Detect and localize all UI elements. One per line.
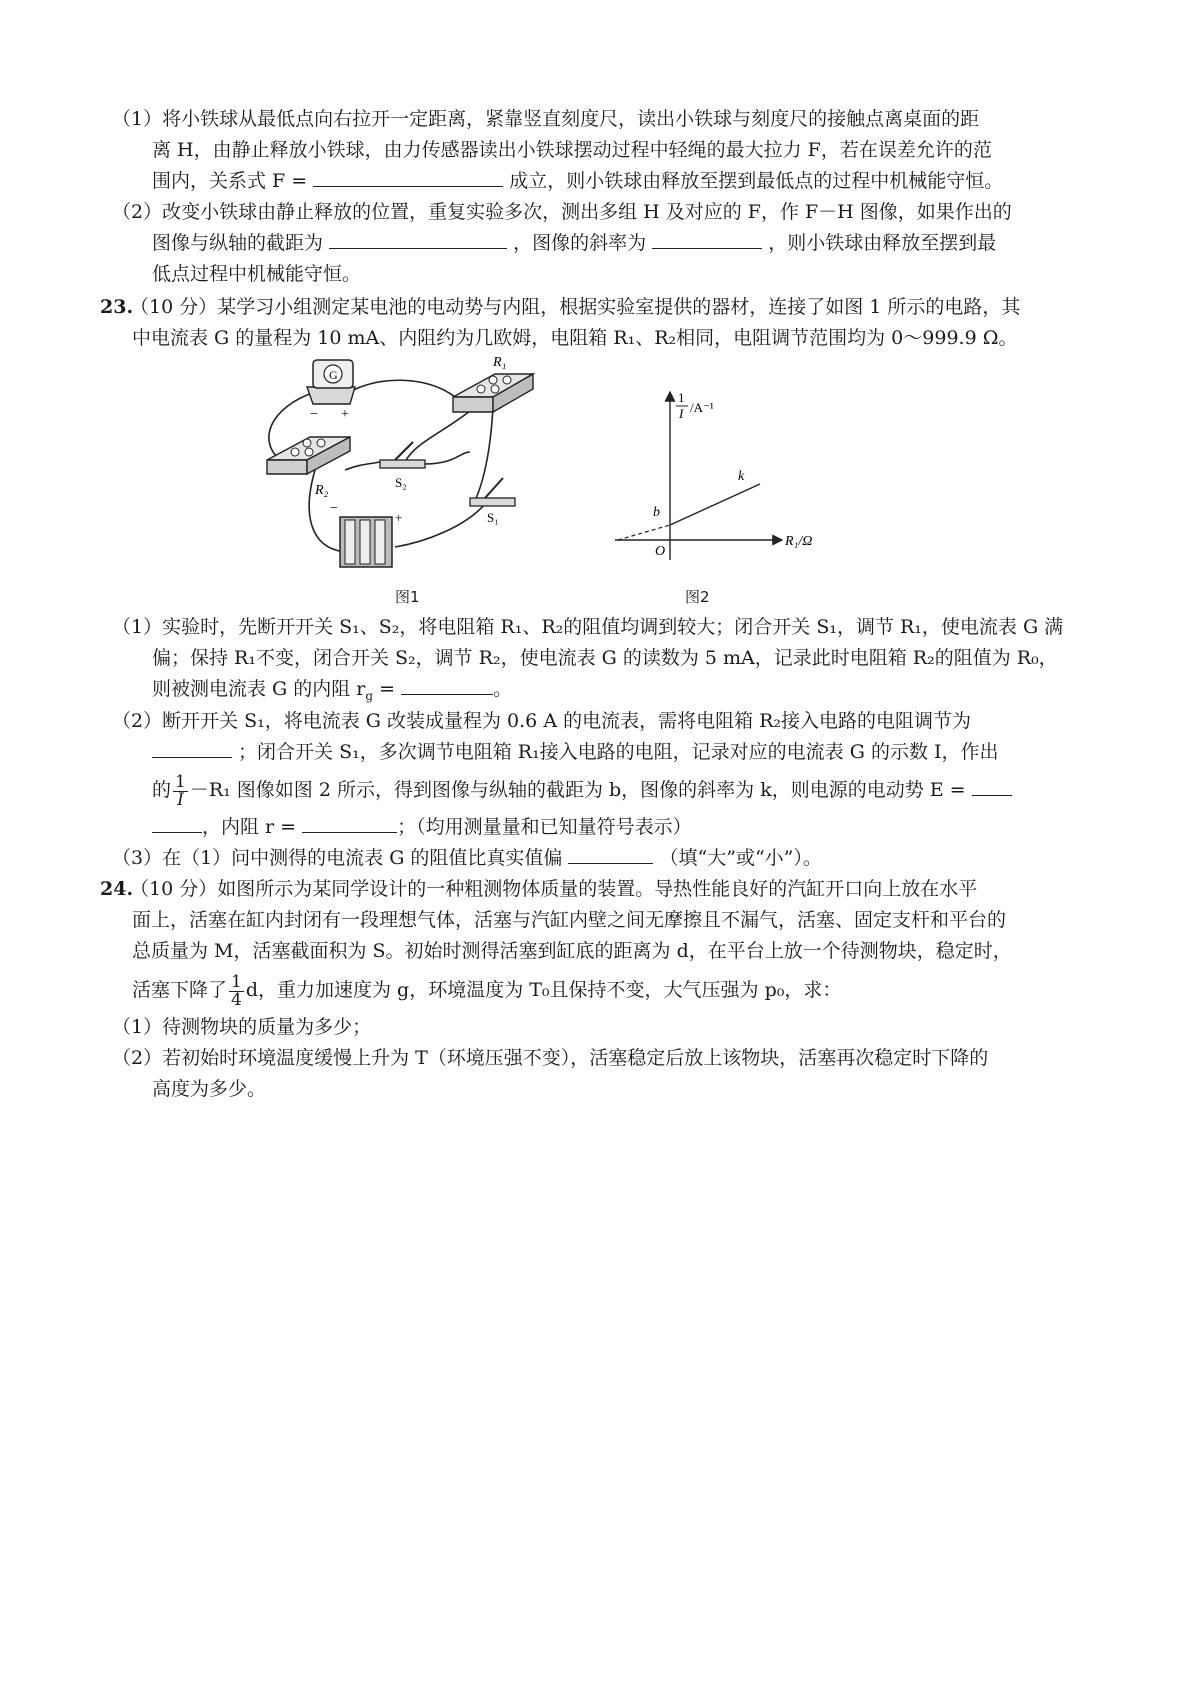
q24-stem-line2: 面上，活塞在缸内封闭有一段理想气体，活塞与汽缸内壁之间无摩擦且不漏气，活塞、固定支杆和平台的: [132, 909, 1007, 931]
answer-blank[interactable]: [652, 228, 762, 249]
q24-text-a: 活塞下降了: [132, 979, 228, 1001]
fraction-1-over-4: [229, 971, 244, 1010]
galvanometer: [307, 360, 355, 422]
battery-plus: +: [395, 510, 403, 525]
q23-part3-line: [112, 843, 822, 873]
q23-part2-line3: [152, 772, 1012, 809]
fraction-1-over-I: [173, 771, 188, 810]
r1-label: R₁: [493, 355, 507, 370]
meter-plus: +: [341, 407, 349, 422]
q22-part2-text-a: 图像与纵轴的截距为: [152, 232, 324, 254]
q22-part1-line3: [152, 166, 1003, 196]
q22-part2-text-b: ，图像的斜率为: [513, 232, 647, 254]
q24-stem-line3: 总质量为 M，活塞截面积为 S。初始时测得活塞到缸底的距离为 d，在平台上放一个待测物块，稳定时，: [132, 940, 1012, 962]
answer-blank[interactable]: [401, 674, 493, 695]
answer-blank[interactable]: [568, 843, 653, 864]
q22-part2-line1: （2）改变小铁球由静止释放的位置，重复实验多次，测出多组 H 及对应的 F，作 F－H 图像，如果作出的: [112, 201, 1012, 223]
frac-numerator: 1: [175, 771, 186, 792]
extrapolated-line: [618, 525, 670, 540]
frac-denominator: 4: [231, 989, 242, 1010]
q22-part1-text-a: 围内，关系式 F =: [152, 170, 308, 192]
q23-part2-line1: （2）断开开关 S₁，将电流表 G 改装成量程为 0.6 A 的电流表，需将电阻箱 R₂接入电路的电阻调节为: [112, 710, 972, 732]
origin-label: O: [655, 544, 666, 559]
q23-number: 23.: [100, 296, 134, 318]
r2-label: R₂: [315, 483, 329, 498]
y-axis-numerator: 1: [678, 390, 685, 405]
s1-label: S₁: [487, 510, 499, 525]
y-axis-unit: /A⁻¹: [690, 400, 714, 415]
switch-s2: [380, 442, 425, 490]
switch-s1: [470, 478, 515, 525]
meter-label: G: [329, 368, 338, 382]
q23-part1-line1: （1）实验时，先断开开关 S₁、S₂，将电阻箱 R₁、R₂的阻值均调到较大；闭合开关 S₁，调节 R₁，使电流表 G 满: [112, 616, 1064, 638]
resistance-box-r2: [267, 437, 350, 498]
q24-number: 24.: [100, 878, 134, 900]
q23-stem-line1: （10 分）某学习小组测定某电池的电动势与内阻，根据实验室提供的器材，连接了如图 1 所示的电路，其: [130, 296, 1021, 318]
q23-stem-line2: 中电流表 G 的量程为 10 mA、内阻约为几欧姆，电阻箱 R₁、R₂相同，电阻调节范围均为 0～999.9 Ω。: [132, 327, 1018, 349]
q23-part2-text-d: ；（均用测量量和已知量符号表示）: [397, 816, 692, 838]
x-axis-label: R₁/Ω: [785, 534, 813, 549]
answer-blank[interactable]: [972, 775, 1012, 796]
q22-part2-line3: 低点过程中机械能守恒。: [152, 263, 362, 285]
meter-minus: −: [310, 407, 318, 422]
q22-part1-text-b: 成立，则小铁球由释放至摆到最低点的过程中机械能守恒。: [509, 170, 1004, 192]
figure2-caption: 图2: [685, 588, 710, 606]
resistance-box-r1: [453, 355, 533, 412]
figure2-graph: [600, 380, 840, 570]
frac-numerator: 1: [231, 971, 242, 992]
frac-denominator: I: [177, 789, 184, 810]
q23-part2-text-c: ，内阻 r =: [202, 816, 297, 838]
answer-blank[interactable]: [152, 737, 232, 758]
q24-stem-line1: （10 分）如图所示为某同学设计的一种粗测物体质量的装置。导热性能良好的汽缸开口向上放在水平: [130, 878, 978, 900]
q23-part1-line2: 偏；保持 R₁不变，闭合开关 S₂，调节 R₂，使电流表 G 的读数为 5 mA，记录此时电阻箱 R₂的阻值为 R₀，: [152, 647, 1058, 669]
q24-part2-line2: 高度为多少。: [152, 1078, 267, 1100]
q22-part1-line2: 离 H，由静止释放小铁球，由力传感器读出小铁球摆动过程中轻绳的最大拉力 F，若在误差允许的范: [152, 139, 992, 161]
answer-blank[interactable]: [329, 228, 507, 249]
q24-part1: （1）待测物块的质量为多少；: [112, 1016, 372, 1038]
s2-label: S₂: [395, 475, 407, 490]
q24-part2-line1: （2）若初始时环境温度缓慢上升为 T（环境压强不变），活塞稳定后放上该物块，活塞再次稳定时下降的: [112, 1047, 989, 1069]
y-axis-denominator: I: [679, 406, 684, 421]
q24-text-b: d，重力加速度为 g，环境温度为 T₀且保持不变，大气压强为 p₀，求：: [245, 979, 842, 1001]
q23-part1-text-c: 。: [493, 678, 513, 700]
answer-blank[interactable]: [302, 812, 397, 833]
battery-minus: −: [330, 501, 338, 516]
q23-part3-text-b: （填“大”或“小”）。: [659, 847, 822, 869]
answer-blank[interactable]: [313, 166, 503, 187]
q23-part2-line2: [152, 737, 999, 767]
q23-part1-text-b: =: [373, 678, 396, 700]
q23-part2-text-b: －R₁ 图像如图 2 所示，得到图像与纵轴的截距为 b，图像的斜率为 k，则电源的电动势 E =: [189, 779, 966, 801]
q23-part2-text-a: 的: [152, 779, 172, 801]
q24-stem-line4: [132, 972, 841, 1009]
slope-label: k: [738, 469, 745, 484]
intercept-label: b: [653, 505, 660, 520]
figure1-circuit: [255, 352, 575, 607]
figure1-caption: 图1: [395, 588, 420, 606]
q22-part1-line1: （1）将小铁球从最低点向右拉开一定距离，紧靠竖直刻度尺，读出小铁球与刻度尺的接触点离桌面的距: [112, 108, 980, 130]
q23-part1-text-a: 则被测电流表 G 的内阻 r: [152, 678, 366, 700]
q22-part2-text-c: ，则小铁球由释放至摆到最: [768, 232, 997, 254]
q22-part2-line2: [152, 228, 996, 258]
subscript-g: g: [365, 688, 374, 703]
q23-part3-text-a: （3）在（1）问中测得的电流表 G 的阻值比真实值偏: [112, 847, 563, 869]
q23-part2-text: ；闭合开关 S₁，多次调节电阻箱 R₁接入电路的电阻，记录对应的电流表 G 的示数 I，作出: [238, 741, 999, 763]
answer-blank[interactable]: [152, 812, 202, 833]
battery: [330, 501, 402, 567]
q23-part2-line4: [152, 812, 692, 842]
data-line: [670, 484, 760, 525]
